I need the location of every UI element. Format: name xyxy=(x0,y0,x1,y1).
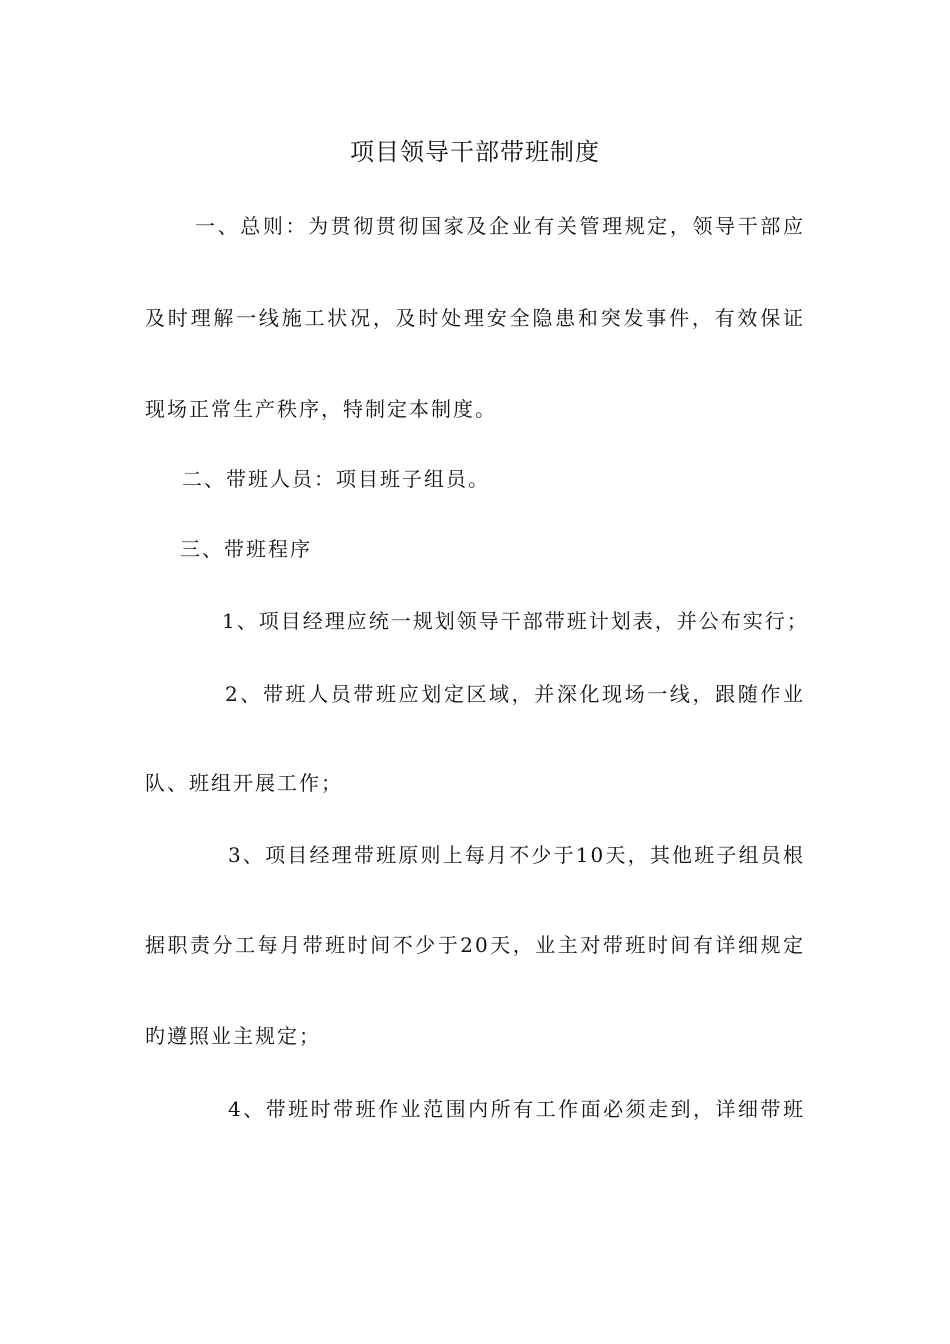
procedure-item-2-line-1: 2、带班人员带班应划定区域，并深化现场一线，跟随作业 xyxy=(225,682,805,706)
document-title: 项目领导干部带班制度 xyxy=(350,138,600,166)
section-general-line-1: 一、总则：为贯彻贯彻国家及企业有关管理规定，领导干部应 xyxy=(195,214,805,238)
procedure-item-2-line-2: 队、班组开展工作； xyxy=(145,771,343,795)
section-general-line-3: 现场正常生产秩序，特制定本制度。 xyxy=(145,397,497,421)
procedure-item-4-line-1: 4、带班时带班作业范围内所有工作面必须走到，详细带班 xyxy=(228,1097,805,1121)
procedure-item-3-line-1: 3、项目经理带班原则上每月不少于10天，其他班子组员根 xyxy=(228,843,805,867)
procedure-item-3-line-2: 据职责分工每月带班时间不少于20天，业主对带班时间有详细规定 xyxy=(145,933,805,957)
section-procedure-heading: 三、带班程序 xyxy=(180,537,312,561)
procedure-item-3-line-3: 旳遵照业主规定； xyxy=(145,1024,321,1048)
procedure-item-1: 1、项目经理应统一规划领导干部带班计划表，并公布实行； xyxy=(222,609,809,633)
section-general-line-2: 及时理解一线施工状况，及时处理安全隐患和突发事件，有效保证 xyxy=(145,306,805,330)
section-personnel: 二、带班人员：项目班子组员。 xyxy=(182,467,490,491)
